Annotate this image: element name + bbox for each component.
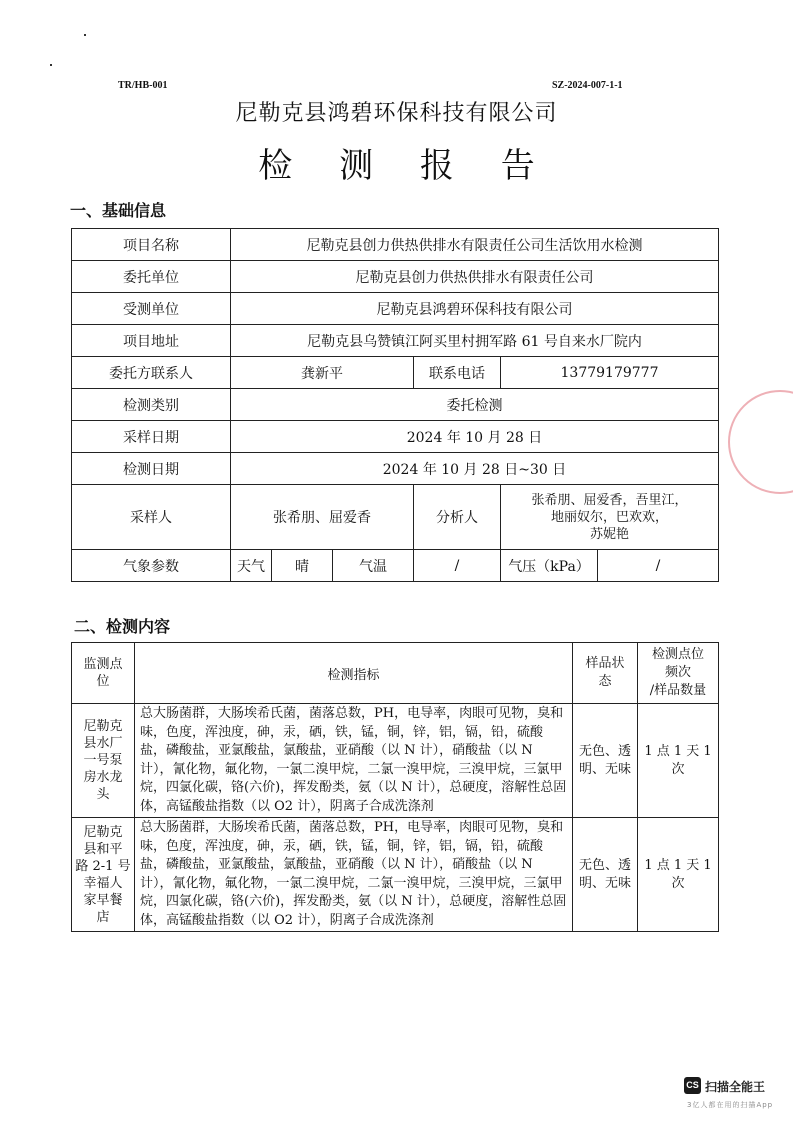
label-weather: 天气 [231, 550, 272, 582]
cell-frequency [638, 704, 719, 818]
col-header-site-line: 监测点 [83, 657, 123, 672]
cell-state [573, 704, 638, 818]
cell-frequency [638, 818, 719, 932]
camscanner-logo-icon: CS [684, 1077, 701, 1094]
value-contact: 龚新平 [231, 357, 414, 389]
cell-state [573, 818, 638, 932]
basic-info-table [71, 228, 719, 582]
label-sampling-date: 采样日期 [72, 421, 231, 453]
value-address: 尼勒克县乌赞镇江阿买里村拥军路 61 号自来水厂院内 [231, 325, 719, 357]
cell-site [72, 704, 135, 818]
table-row [72, 261, 719, 293]
table-row [72, 229, 719, 261]
analyst-line: 地丽奴尔，巴欢欢， [550, 509, 668, 525]
value-weather: 晴 [272, 550, 333, 582]
col-header-frequency [638, 643, 719, 704]
label-client: 委托单位 [72, 261, 231, 293]
report-code-right: SZ-2024-007-1-1 [552, 80, 623, 91]
state-line: 明、无味 [578, 761, 631, 777]
company-name: 尼勒克县鸿碧环保科技有限公司 [235, 101, 558, 126]
value-phone: 13779179777 [501, 357, 719, 389]
site-line: 家早餐 [83, 892, 123, 908]
table-row [72, 453, 719, 485]
label-address: 项目地址 [72, 325, 231, 357]
site-line: 头 [96, 787, 110, 802]
site-line: 尼勒克 [83, 719, 123, 734]
partial-seal-stamp-icon [728, 390, 793, 494]
col-header-state-line: 态 [598, 674, 612, 689]
state-line: 无色、透 [578, 857, 631, 873]
label-project-name: 项目名称 [72, 229, 231, 261]
col-header-indicators: 检测指标 [135, 643, 573, 704]
value-sampling-date: 2024 年 10 月 28 日 [231, 421, 719, 453]
table-row [72, 357, 719, 389]
scan-speck [50, 64, 52, 66]
col-header-frequency-line: 频次 [664, 665, 691, 680]
table-row [72, 389, 719, 421]
scan-speck [84, 34, 86, 36]
label-temperature: 气温 [333, 550, 414, 582]
label-test-type: 检测类别 [72, 389, 231, 421]
analyst-line: 张希朋、屈爱香，吾里江， [531, 492, 688, 508]
col-header-state-line: 样品状 [585, 656, 625, 671]
label-weather-params: 气象参数 [72, 550, 231, 582]
value-analysts [501, 485, 719, 550]
value-test-type: 委托检测 [231, 389, 719, 421]
site-line: 县和平 [83, 841, 123, 857]
value-tested-unit: 尼勒克县鸿碧环保科技有限公司 [231, 293, 719, 325]
report-title: 检 测 报 告 [258, 146, 553, 186]
site-line: 路 2-1 号 [75, 858, 131, 874]
site-line: 一号泵 [83, 753, 123, 768]
label-contact: 委托方联系人 [72, 357, 231, 389]
scanner-brand-slogan: 3亿人都在用的扫描App [687, 1101, 774, 1109]
table-row [72, 485, 719, 550]
col-header-frequency-line: /样品数量 [649, 683, 707, 698]
label-pressure: 气压（kPa） [501, 550, 598, 582]
value-pressure: / [598, 550, 719, 582]
section-test-content-heading: 二、检测内容 [74, 617, 171, 636]
label-sampler: 采样人 [72, 485, 231, 550]
cell-site [72, 818, 135, 932]
col-header-state [573, 643, 638, 704]
cell-indicators: 总大肠菌群，大肠埃希氏菌，菌落总数，PH，电导率，肉眼可见物，臭和味，色度，浑浊度，砷，汞，硒，铁，锰，铜，锌，铝，镉，铅，硫酸盐，磷酸盐，亚氯酸盐，氯酸盐，亚硝酸（以 N 计），硝酸盐（以 N 计），氰化物，氟化物，一氯二溴甲烷，二氯一溴甲烷，三溴甲烷，三氯甲烷，四氯化碳，铬(六价)，挥发酚类，氨（以 N 计），总硬度，溶解性总固体，高锰酸盐指数（以 O2 计），阴离子合成洗涤剂 [135, 704, 573, 818]
value-project-name: 尼勒克县创力供热供排水有限责任公司生活饮用水检测 [231, 229, 719, 261]
table-row [72, 293, 719, 325]
frequency-line: 1 点 1 天 1 [644, 857, 712, 873]
label-tested-unit: 受测单位 [72, 293, 231, 325]
table-row [72, 704, 719, 818]
state-line: 明、无味 [578, 875, 631, 891]
label-analyst: 分析人 [414, 485, 501, 550]
value-sampler: 张希朋、屈爱香 [231, 485, 414, 550]
label-test-date: 检测日期 [72, 453, 231, 485]
value-temperature: / [414, 550, 501, 582]
table-header-row [72, 643, 719, 704]
value-client: 尼勒克县创力供热供排水有限责任公司 [231, 261, 719, 293]
frequency-line: 1 点 1 天 1 [644, 743, 712, 759]
col-header-site [72, 643, 135, 704]
col-header-frequency-line: 检测点位 [651, 647, 704, 662]
site-line: 尼勒克 [83, 824, 123, 840]
table-row [72, 421, 719, 453]
site-line: 县水厂 [83, 736, 123, 751]
site-line: 店 [96, 909, 110, 925]
site-line: 房水龙 [83, 770, 123, 785]
state-line: 无色、透 [578, 743, 631, 759]
table-row [72, 325, 719, 357]
value-test-date: 2024 年 10 月 28 日~30 日 [231, 453, 719, 485]
frequency-line: 次 [671, 761, 685, 777]
table-row [72, 550, 719, 582]
report-code-left: TR/HB-001 [118, 80, 168, 91]
cell-indicators: 总大肠菌群，大肠埃希氏菌，菌落总数，PH，电导率，肉眼可见物，臭和味，色度，浑浊度，砷，汞，硒，铁，锰，铜，锌，铝，镉，铅，硫酸盐，磷酸盐，亚氯酸盐，氯酸盐，亚硝酸（以 N 计），硝酸盐（以 N 计），氰化物，氟化物，一氯二溴甲烷，二氯一溴甲烷，三溴甲烷，三氯甲烷，四氯化碳，铬(六价)，挥发酚类，氨（以 N 计），总硬度，溶解性总固体，高锰酸盐指数（以 O2 计），阴离子合成洗涤剂 [135, 818, 573, 932]
analyst-line: 苏妮艳 [589, 526, 629, 542]
frequency-line: 次 [671, 875, 685, 891]
section-basic-info-heading: 一、基础信息 [70, 201, 167, 220]
col-header-site-line: 位 [96, 674, 110, 689]
test-content-table [71, 642, 719, 932]
table-row [72, 818, 719, 932]
site-line: 幸福人 [83, 875, 123, 891]
label-phone: 联系电话 [414, 357, 501, 389]
scanner-brand-name: 扫描全能王 [705, 1080, 766, 1094]
